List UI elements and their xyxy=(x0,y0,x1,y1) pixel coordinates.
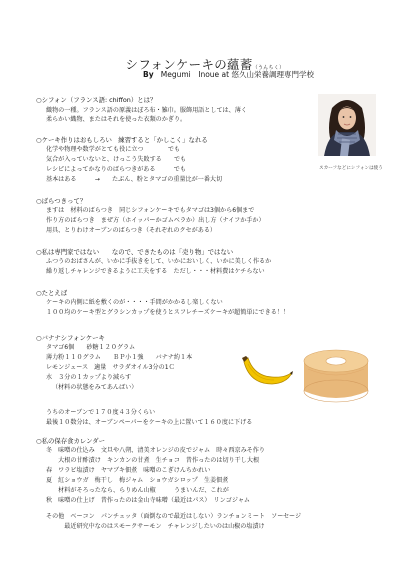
science-line: 化学や物理や数学がとても役に立つ でも xyxy=(46,146,181,153)
recipe-line: 最後１０数分は、オーブンペーパーをケーキの上に置いて１６０度に下げる xyxy=(46,419,253,426)
chiffon-cake-image xyxy=(298,343,374,407)
calendar-line: その他 ベーコン パンチェッタ（面倒なので最近はしない）ランチョンミート ソーセージ xyxy=(46,513,302,520)
science-line: 気合が入っていないと、けっこう失敗する でも xyxy=(46,156,187,163)
title-ruby: （うんちく） xyxy=(252,65,285,71)
example-line: １００均のケーキ型とグラシンカップを使うとスフレチーズケーキが超簡単にできる！！ xyxy=(46,309,289,316)
variation-line: 用具、とりわけオーブンのばらつき（それぞれのクセがある） xyxy=(46,227,217,234)
school-name: 悠久山栄養調理専門学校 xyxy=(231,70,314,79)
calendar-line: 春 ワラビ塩漬け ヤマブキ佃煮 味噌のこぎけんちかれい xyxy=(46,467,211,474)
variation-line: ますは 材料のばらつき 同じシフォンケーキでもタマゴは3個から6個まで xyxy=(46,207,255,214)
variation-line: 作り方のばらつき まぜ方（ホイッパーかゴムベラか）出し方（ナイフか手か） xyxy=(46,217,265,224)
calendar-line: 材料がそろったなら、らりめん山椒 うまいんだ、これが xyxy=(46,487,229,494)
banana-image xyxy=(242,350,294,388)
photo-caption: スカーフなどにシフォンは使う xyxy=(319,166,383,171)
byline xyxy=(143,69,314,80)
page-title: シフォンケーキの蘊蓄（うんちく） xyxy=(125,57,285,72)
section-heading-variation: ○ばらつきって？ xyxy=(36,197,87,205)
science-line: レシピによってかなりのばらつきがある でも xyxy=(46,166,186,173)
byline-prefix: By xyxy=(143,70,154,79)
recipe-line: 薄力粉１１０グラム ＢＰ小１強 バナナ約１本 xyxy=(46,354,193,361)
calendar-line: 冬 味噌の仕込み 文旦や八朔、清美オレンジの皮でジャム 時々西京みそ作り xyxy=(46,447,265,454)
example-line: ケーキの内側に紙を敷くのが・・・・手間がかかるし楽しくない xyxy=(46,299,223,306)
section-heading-chiffon: ○シフォン（フランス語: chiffon）とは？ xyxy=(36,96,157,104)
science-line: 基本はある → たぶん、粉とタマゴの重量比が一番大切 xyxy=(46,176,223,183)
section-heading-example: ○たとえば xyxy=(36,289,68,297)
recipe-line: うちのオーブンで１７０度４３分くらい xyxy=(46,409,156,416)
chiffon-line: 柔らかい織物、またはそれを使った衣類のかぎり。 xyxy=(46,116,187,123)
author-name: Megumi Inoue at xyxy=(160,70,230,79)
section-heading-calendar: ○私の保存食カレンダー xyxy=(36,437,106,445)
scarf-woman-photo xyxy=(318,94,376,156)
recipe-line: レモンジュース 適量 サラダオイル3分の1Ｃ xyxy=(46,364,175,371)
chiffon-line: 織物の一種。フランス語の原義はぼろ布・雑巾。服飾用語としては、薄く xyxy=(46,107,247,114)
recipe-line: （材料の状態をみてあんばい） xyxy=(52,384,138,391)
amateur-line: 繰り返しチャレンジできるように工夫をする ただし・・・材料費はケチらない xyxy=(46,268,265,275)
calendar-line: 大根の甘酢漬け キンカンの甘煮 生チョコ 昔作ったのは切り干し大根 xyxy=(46,457,260,464)
recipe-line: 水 ３分の１カップより減らす xyxy=(46,374,132,381)
amateur-line: ふつうのおばさんが、いかに手抜きをして、いかにおいしく、いかに美しく作るか xyxy=(46,258,272,265)
section-heading-recipe: ○バナナシフォンケーキ xyxy=(36,334,105,342)
section-heading-science: ○ケーキ作りはおもしろい 練習すると「かしこく」なれる xyxy=(36,136,208,144)
calendar-line: 秋 味噌の仕上げ 昔作ったのは金山寺味噌（最近はパス） リンゴジャム xyxy=(46,497,251,504)
calendar-line: 最近研究中なのはスモークサーモン チャレンジしたいのは山椒の塩漬け xyxy=(46,523,265,530)
recipe-line: タマゴ6個 砂糖１２０グラム xyxy=(46,344,136,351)
calendar-line: 夏 紅ショウガ 梅干し 梅ジャム ショウガシロップ 生姜佃煮 xyxy=(46,477,229,484)
section-heading-amateur: ○私は専門家ではない なので、できたものは「売り物」ではない xyxy=(36,248,234,256)
